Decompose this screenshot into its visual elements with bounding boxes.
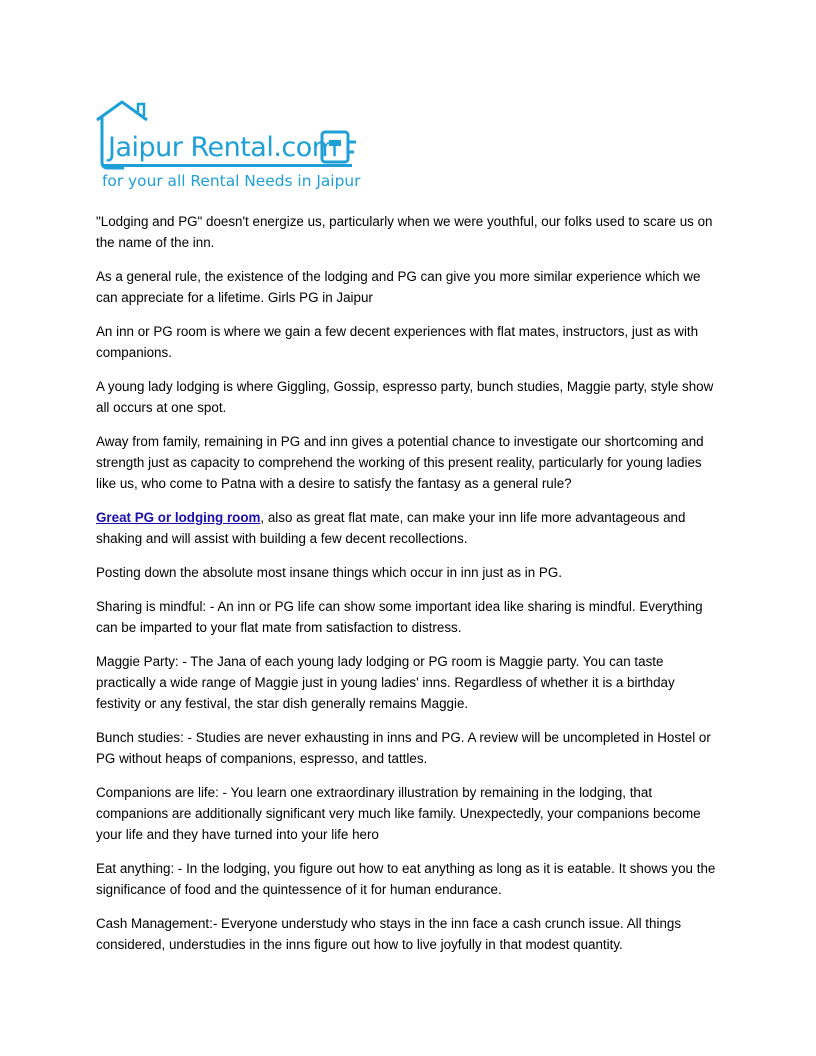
- paragraph: "Lodging and PG" doesn't energize us, particularly when we were youthful, our folks used to scare us on the name of the inn.: [96, 214, 713, 250]
- article-body: [96, 211, 722, 968]
- link-paragraph: [96, 507, 722, 549]
- paragraph: Posting down the absolute most insane things which occur in inn just as in PG.: [96, 565, 562, 580]
- paragraph: Maggie Party: - The Jana of each young lady lodging or PG room is Maggie party. You can taste practically a wide range of Maggie just in young ladies' inns. Regardless of whether it is a birthday festivity or any festival, the star dish generally remains Maggie.: [96, 654, 675, 711]
- logo: [94, 98, 362, 192]
- paragraph: Sharing is mindful: - An inn or PG life can show some important idea like sharing is mindful. Everything can be imparted to your flat mate from satisfaction to distress.: [96, 599, 703, 635]
- paragraph: Bunch studies: - Studies are never exhausting in inns and PG. A review will be uncompleted in Hostel or PG without heaps of companions, espresso, and tattles.: [96, 730, 711, 766]
- paragraph: As a general rule, the existence of the lodging and PG can give you more similar experience which we can appreciate for a lifetime. Girls PG in Jaipur: [96, 269, 701, 305]
- paragraph: Cash Management:- Everyone understudy who stays in the inn face a cash crunch issue. All things considered, understudies in the inns figure out how to live joyfully in that modest quantity.: [96, 916, 682, 952]
- pg-lodging-link[interactable]: Great PG or lodging room: [96, 510, 261, 525]
- paragraph: Eat anything: - In the lodging, you figure out how to eat anything as long as it is eatable. It shows you the significance of food and the quintessence of it for human endurance.: [96, 861, 716, 897]
- paragraph: An inn or PG room is where we gain a few decent experiences with flat mates, instructors, just as with companions.: [96, 324, 699, 360]
- paragraph: Companions are life: - You learn one extraordinary illustration by remaining in the lodging, that companions are additionally significant very much like family. Unexpectedly, your companions become your life and they have turned into your life hero: [96, 785, 701, 842]
- logo-title: Jaipur Rental.com: [108, 132, 338, 163]
- paragraph: Away from family, remaining in PG and inn gives a potential chance to investigate our shortcoming and strength just as capacity to comprehend the working of this present reality, particularly for young ladies like us, who come to Patna with a desire to satisfy the fantasy as a general rule?: [96, 434, 704, 491]
- paragraph: A young lady lodging is where Giggling, Gossip, espresso party, bunch studies, Maggie party, style show all occurs at one spot.: [96, 379, 714, 415]
- paragraph-text: , also as great flat mate, can make your inn life more advantageous and shaking and will assist with building a few decent recollections.: [96, 510, 686, 546]
- house-key-icon: [94, 98, 362, 192]
- logo-tagline: for your all Rental Needs in Jaipur: [102, 172, 361, 190]
